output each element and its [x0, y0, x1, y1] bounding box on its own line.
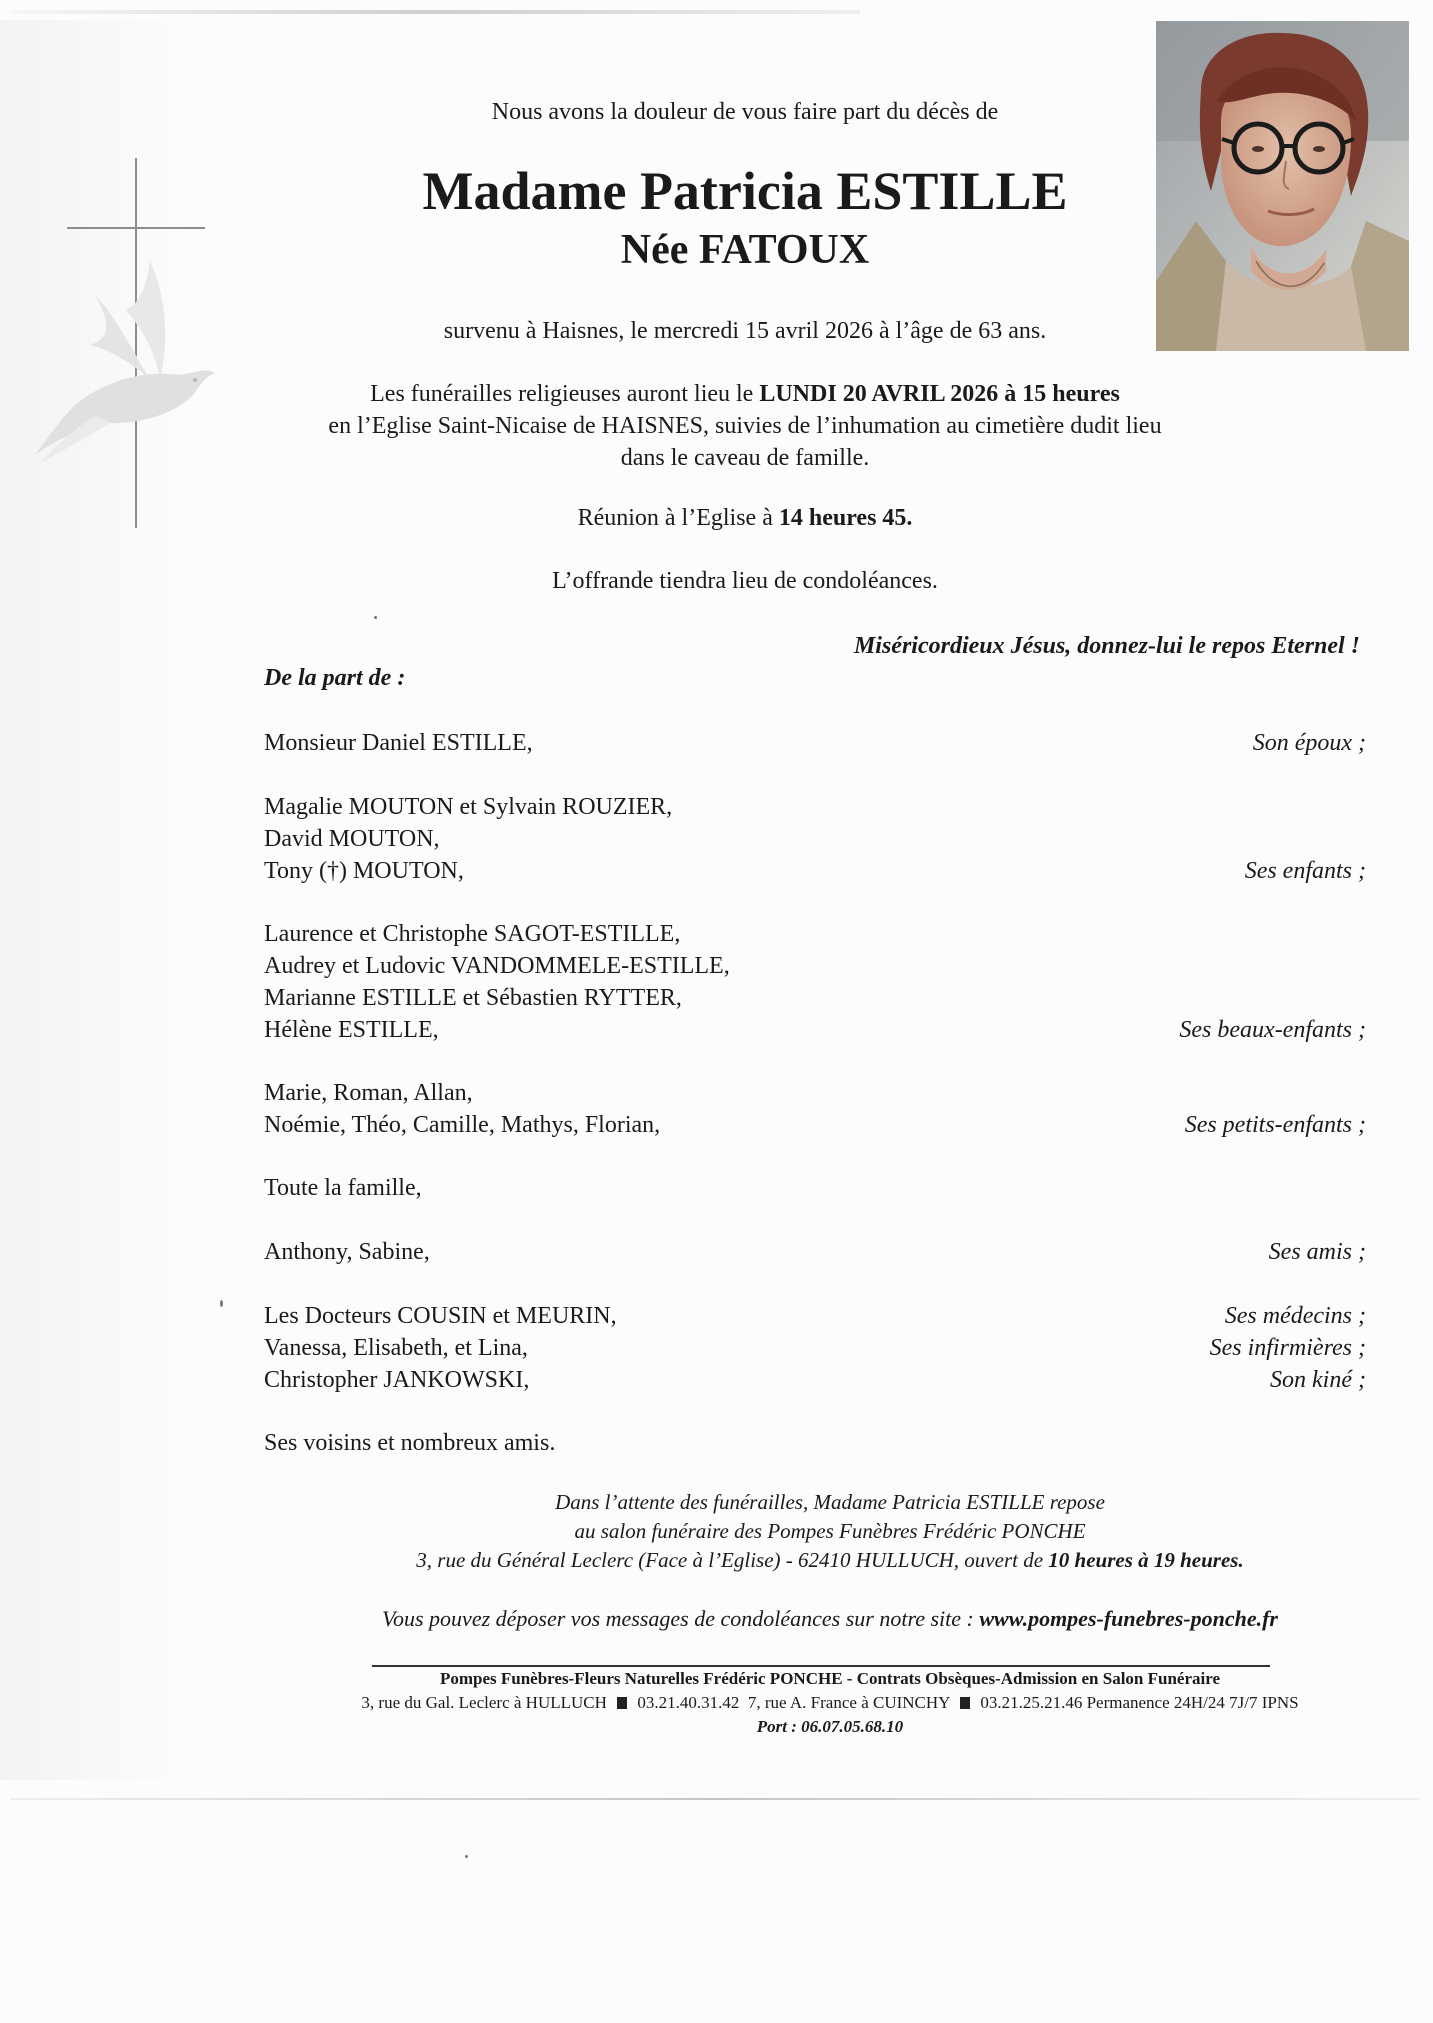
scan-edge-top — [10, 10, 860, 14]
family-row: Noémie, Théo, Camille, Mathys, Florian, Ses petits-enfants ; — [264, 1109, 1366, 1141]
family-row: Audrey et Ludovic VANDOMMELE-ESTILLE, — [264, 953, 730, 979]
funeral-location: en l’Eglise Saint-Nicaise de HAISNES, suivies de l’inhumation au cimetière dudit lieu — [328, 413, 1162, 439]
intro-text: Nous avons la douleur de vous faire part du décès de — [491, 99, 999, 125]
family-group-neighbours — [264, 1427, 1366, 1459]
family-row: Laurence et Christophe SAGOT-ESTILLE, — [264, 921, 681, 947]
family-group-children — [264, 791, 1366, 887]
family-group-grandchildren — [264, 1077, 1366, 1141]
scan-speck — [465, 1855, 468, 1858]
relation-label: Son époux ; — [1252, 730, 1366, 756]
footer-phone-cuinchy: 03.21.25.21.46 — [980, 1693, 1083, 1712]
phone-square-icon — [960, 1697, 970, 1709]
footer-port: Port : 06.07.05.68.10 — [756, 1717, 904, 1736]
from-label: De la part de : — [264, 665, 406, 691]
family-row: Christopher JANKOWSKI, Son kiné ; — [264, 1364, 1366, 1396]
maiden-name: Née FATOUX — [620, 227, 870, 273]
funeral-details — [205, 378, 1285, 474]
relation-label: Ses beaux-enfants ; — [1179, 1017, 1366, 1043]
family-group-friends — [264, 1236, 1366, 1268]
opening-hours: 10 heures à 19 heures. — [1048, 1548, 1244, 1572]
meeting-details: Réunion à l’Eglise à 14 heures 45. — [577, 505, 913, 531]
footer-company: Pompes Funèbres-Fleurs Naturelles Frédéric PONCHE - Contrats Obsèques-Admission en Salon Funéraire — [439, 1669, 1221, 1688]
family-group-family — [264, 1172, 1366, 1204]
family-row: Magalie MOUTON et Sylvain ROUZIER, — [264, 794, 673, 820]
scan-speck — [220, 1300, 223, 1307]
funeral-datetime: LUNDI 20 AVRIL 2026 à 15 heures — [759, 381, 1120, 407]
phone-square-icon — [617, 1697, 627, 1709]
funeral-prefix: Les funérailles religieuses auront lieu le — [370, 381, 760, 407]
family-row: Les Docteurs COUSIN et MEURIN, Ses médecins ; — [264, 1300, 1366, 1332]
funeral-burial: dans le caveau de famille. — [620, 445, 870, 471]
family-row: Hélène ESTILLE, Ses beaux-enfants ; — [264, 1014, 1366, 1046]
family-row: Tony (†) MOUTON, Ses enfants ; — [264, 855, 1366, 887]
footer-permanence: Permanence 24H/24 7J/7 IPNS — [1086, 1693, 1299, 1712]
family-row: Marianne ESTILLE et Sébastien RYTTER, — [264, 985, 682, 1011]
footer-phone-hulluch: 03.21.40.31.42 — [637, 1693, 740, 1712]
family-row: Monsieur Daniel ESTILLE, Son époux ; — [264, 727, 1366, 759]
cross-icon-horizontal — [67, 227, 205, 229]
scan-speck — [374, 616, 377, 619]
family-row: Vanessa, Elisabeth, et Lina, Ses infirmières ; — [264, 1332, 1366, 1364]
meeting-time: 14 heures 45. — [778, 505, 913, 531]
family-group-stepchildren — [264, 918, 1366, 1046]
scan-edge-bottom — [10, 1798, 1420, 1800]
relation-label: Son kiné ; — [1270, 1367, 1366, 1393]
family-row: David MOUTON, — [264, 826, 440, 852]
relation-label: Ses enfants ; — [1244, 858, 1366, 884]
prayer-text: Miséricordieux Jésus, donnez-lui le repos Eternel ! — [853, 633, 1360, 659]
footer-contacts — [200, 1691, 1433, 1715]
website-link[interactable]: www.pompes-funebres-ponche.fr — [979, 1606, 1278, 1631]
relation-label: Ses infirmières ; — [1209, 1335, 1366, 1361]
dove-icon — [35, 255, 220, 465]
relation-label: Ses amis ; — [1268, 1239, 1366, 1265]
family-row: Anthony, Sabine, Ses amis ; — [264, 1236, 1366, 1268]
family-row: Ses voisins et nombreux amis. — [264, 1430, 556, 1456]
repose-notice: Dans l’attente des funérailles, Madame Patricia ESTILLE repose au salon funéraire des Pompes Funèbres Frédéric PONCHE 3, rue du Général Leclerc (Face à l’Eglise) - 62410 HULLUCH, ouvert de 10 heures à 19 heures. — [416, 1490, 1244, 1572]
deceased-name: Madame Patricia ESTILLE — [422, 161, 1068, 221]
family-row: Toute la famille, — [264, 1175, 422, 1201]
family-group-spouse — [264, 727, 1366, 759]
footer-address-cuinchy: 7, rue A. France à CUINCHY — [747, 1693, 950, 1712]
family-row: Marie, Roman, Allan, — [264, 1080, 473, 1106]
footer-address-hulluch: 3, rue du Gal. Leclerc à HULLUCH — [361, 1693, 607, 1712]
messages-notice: Vous pouvez déposer vos messages de condoléances sur notre site : www.pompes-funebres-ponche.fr — [382, 1606, 1278, 1631]
family-group-carers — [264, 1300, 1366, 1396]
offering-text: L’offrande tiendra lieu de condoléances. — [552, 568, 938, 594]
death-details: survenu à Haisnes, le mercredi 15 avril 2026 à l’âge de 63 ans. — [443, 318, 1047, 344]
relation-label: Ses petits-enfants ; — [1184, 1112, 1366, 1138]
relation-label: Ses médecins ; — [1224, 1303, 1366, 1329]
